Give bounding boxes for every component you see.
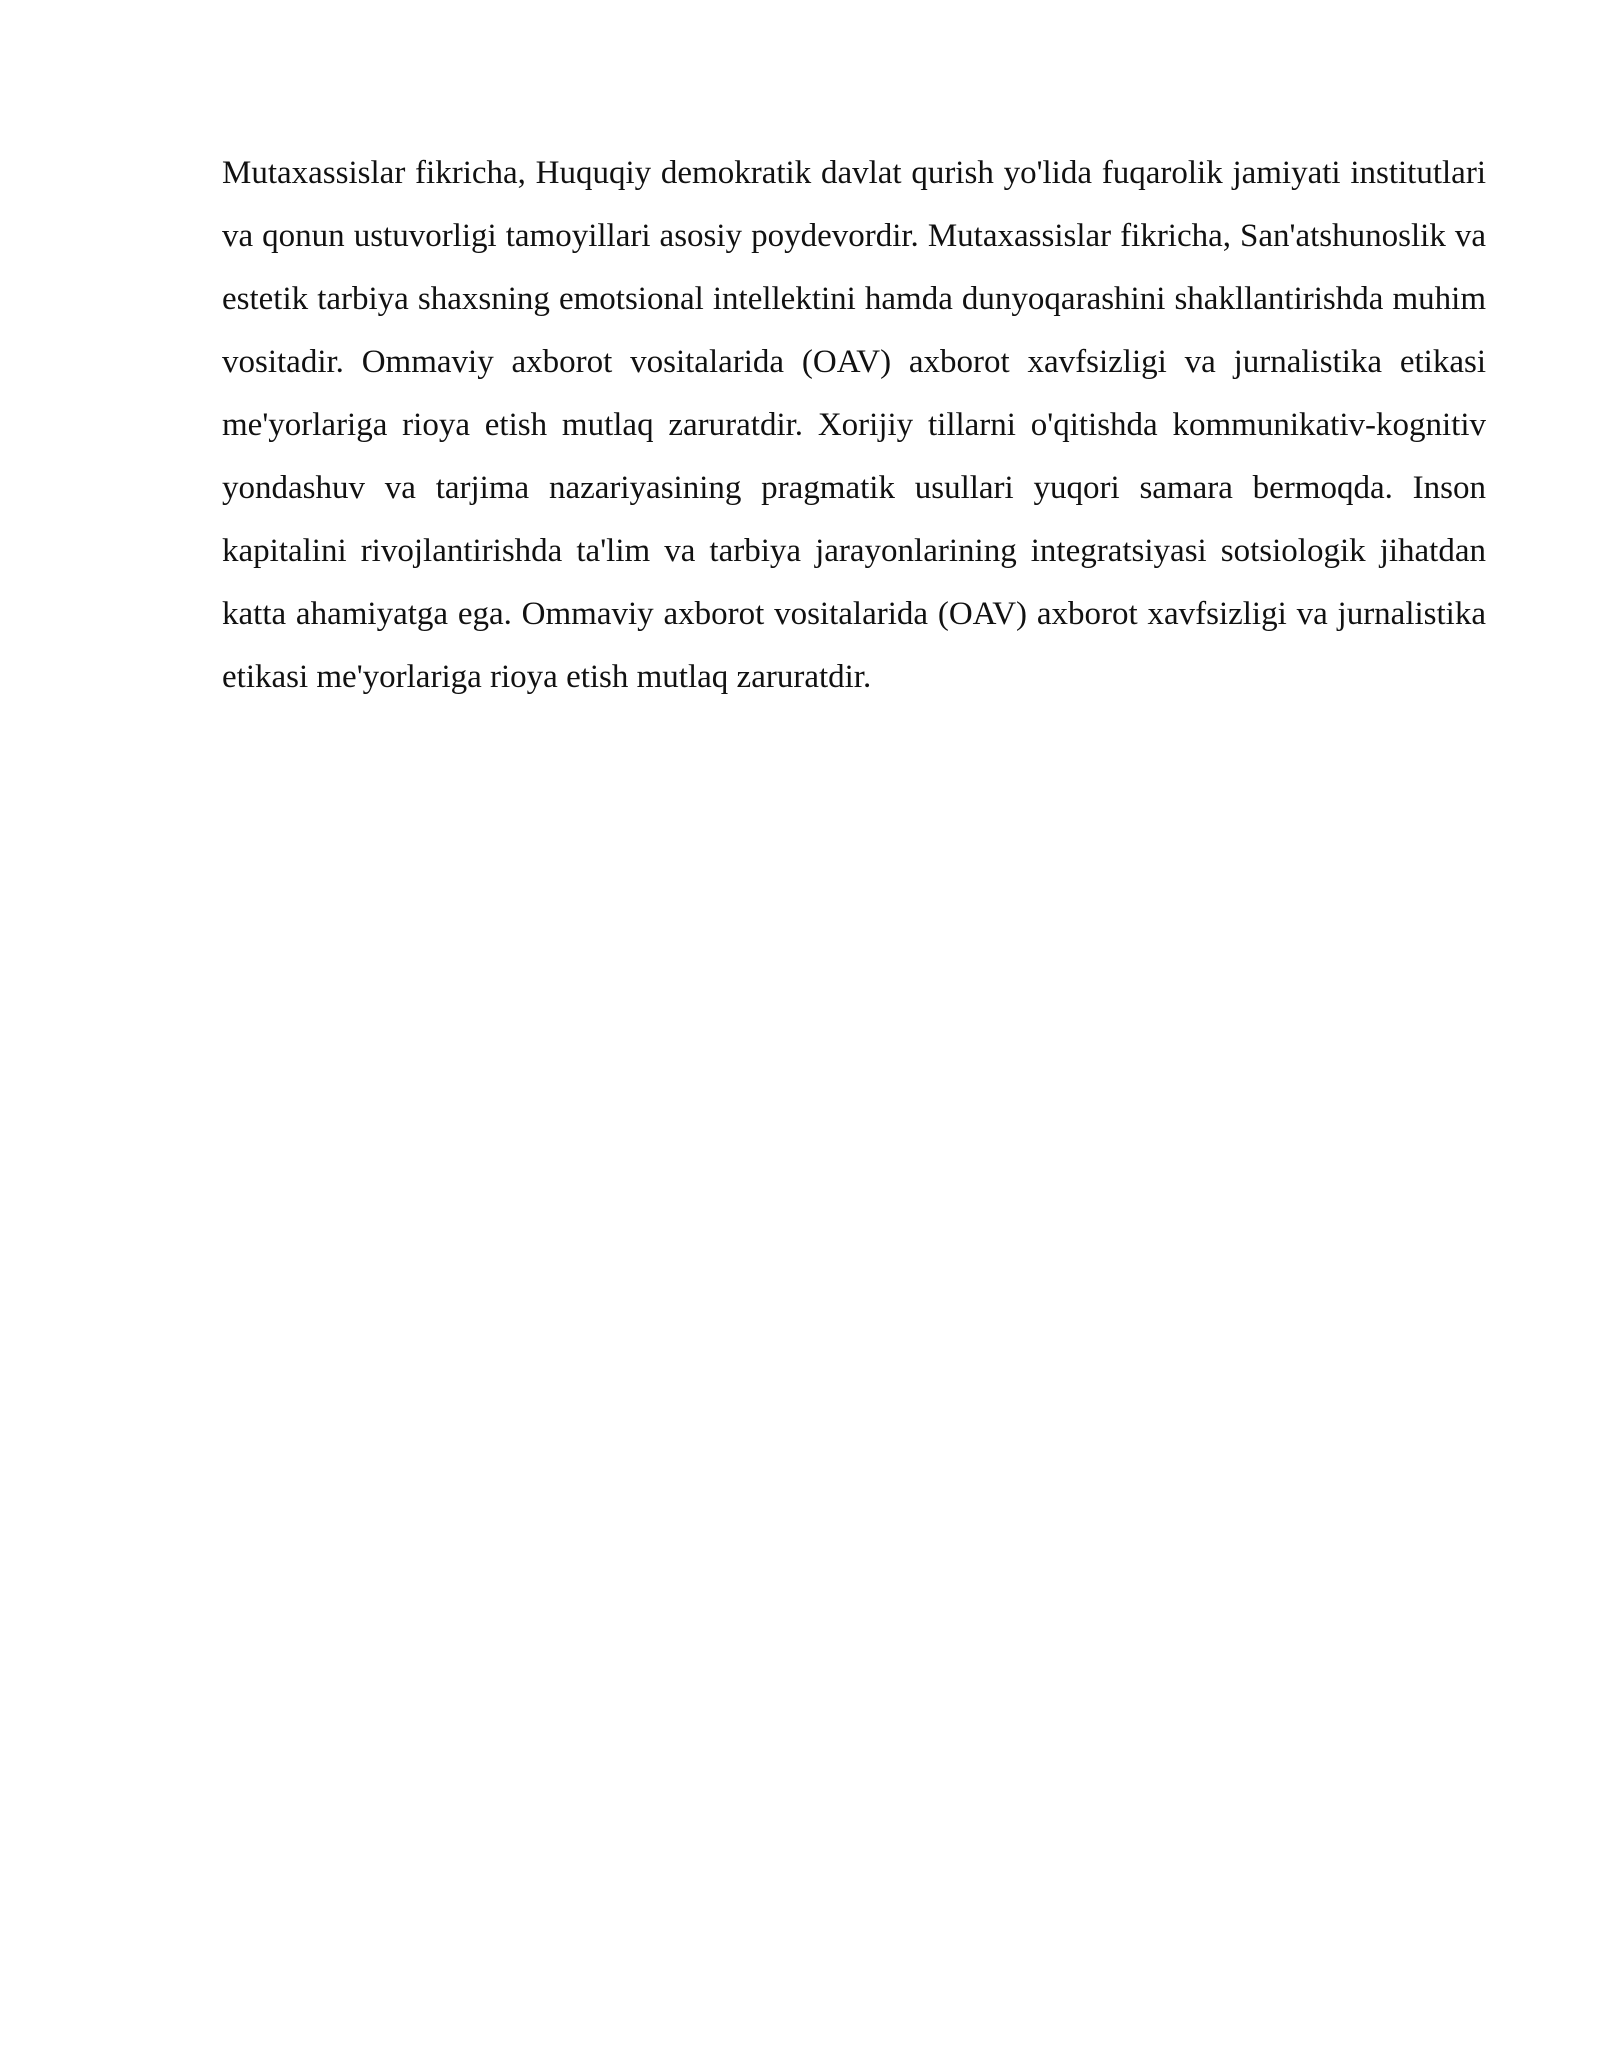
- body-paragraph: Mutaxassislar fikricha, Huquqiy demokratik davlat qurish yo'lida fuqarolik jamiyati institutlari va qonun ustuvorligi tamoyillari asosiy poydevordir. Mutaxassislar fikricha, San'atshunoslik va estetik tarbiya shaxsning emotsional intellektini hamda dunyoqarashini shakllantirishda muhim vositadir. Ommaviy axborot vositalarida (OAV) axborot xavfsizligi va jurnalistika etikasi me'yorlariga rioya etish mutlaq zaruratdir. Xorijiy tillarni o'qitishda kommunikativ-kognitiv yondashuv va tarjima nazariyasining pragmatik usullari yuqori samara bermoqda. Inson kapitalini rivojlantirishda ta'lim va tarbiya jarayonlarining integratsiyasi sotsiologik jihatdan katta ahamiyatga ega. Ommaviy axborot vositalarida (OAV) axborot xavfsizligi va jurnalistika etikasi me'yorlariga rioya etish mutlaq zaruratdir.: [222, 155, 1486, 695]
